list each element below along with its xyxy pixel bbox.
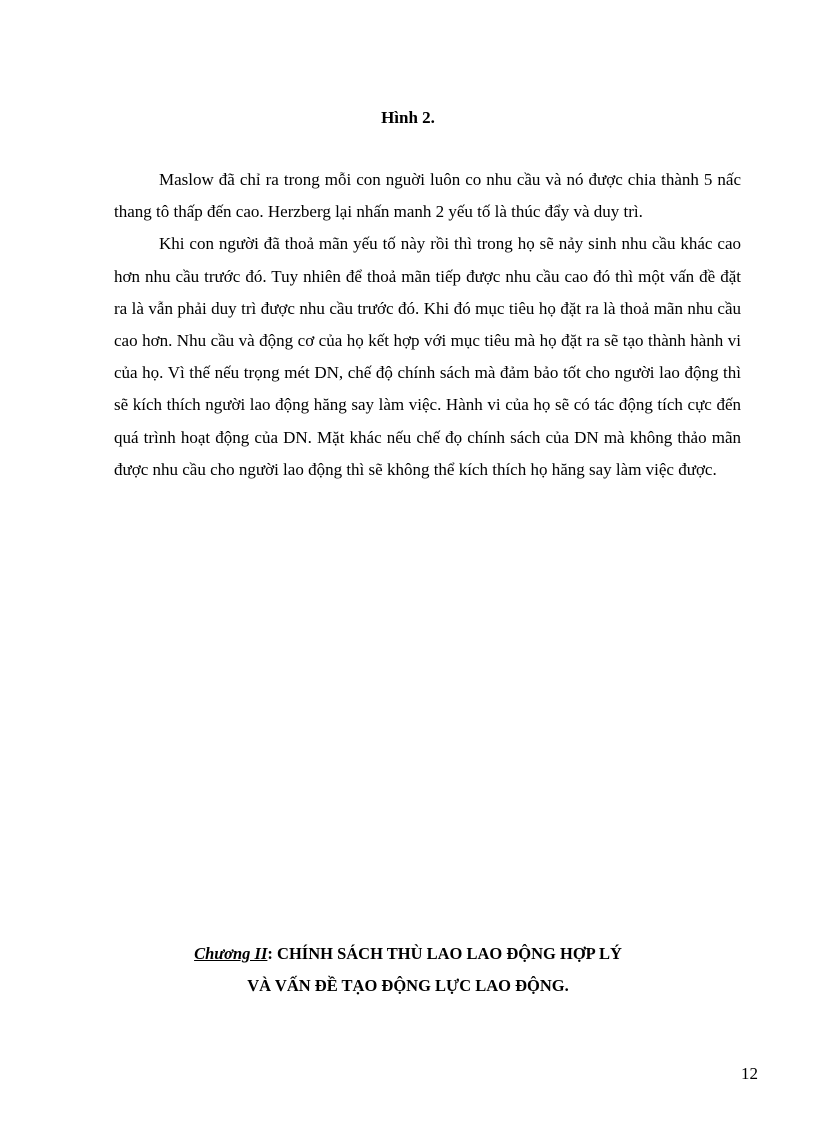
figure-caption: Hình 2. (381, 108, 435, 127)
chapter-heading-line1 (0, 938, 816, 970)
chapter-heading (0, 938, 816, 1002)
chapter-title-line2: VÀ VẤN ĐỀ TẠO ĐỘNG LỰC LAO ĐỘNG. (247, 976, 569, 995)
chapter-label: Chương II (194, 944, 268, 963)
body-text (114, 164, 741, 486)
chapter-separator: : (267, 944, 278, 963)
chapter-title-line1: CHÍNH SÁCH THÙ LAO LAO ĐỘNG HỢP LÝ (277, 944, 622, 963)
paragraph-maslow-herzberg: Maslow đã chỉ ra trong mỗi con nguời luôn co nhu cầu và nó được chia thành 5 nấc thang tô thấp đến cao. Herzberg lại nhấn manh 2 yếu tố là thúc đẩy và duy trì. (114, 170, 741, 222)
page-number: 12 (741, 1064, 758, 1083)
paragraph-needs-motivation: Khi con người đã thoả mãn yếu tố này rồi thì trong họ sẽ nảy sinh nhu cầu khác cao hơn nhu cầu trước đó. Tuy nhiên để thoả mãn tiếp được nhu cầu cao đó thì một vấn đề đặt ra là vẫn phải duy trì được nhu cầu trước đó. Khi đó mục tiêu họ đặt ra là thoả mãn nhu cầu cao hơn. Nhu cầu và động cơ của họ kết hợp với mục tiêu mà họ đặt ra sẽ tạo thành hành vi của họ. Vì thế nếu trọng mét DN, chế độ chính sách mà đảm bảo tốt cho người lao động thì sẽ kích thích người lao động hăng say làm việc. Hành vi của họ sẽ có tác động tích cực đến quá trình hoạt động của DN. Mặt khác nếu chế đọ chính sách của DN mà không thảo mãn được nhu cầu cho người lao động thì sẽ không thể kích thích họ hăng say làm việc được. (114, 234, 741, 479)
